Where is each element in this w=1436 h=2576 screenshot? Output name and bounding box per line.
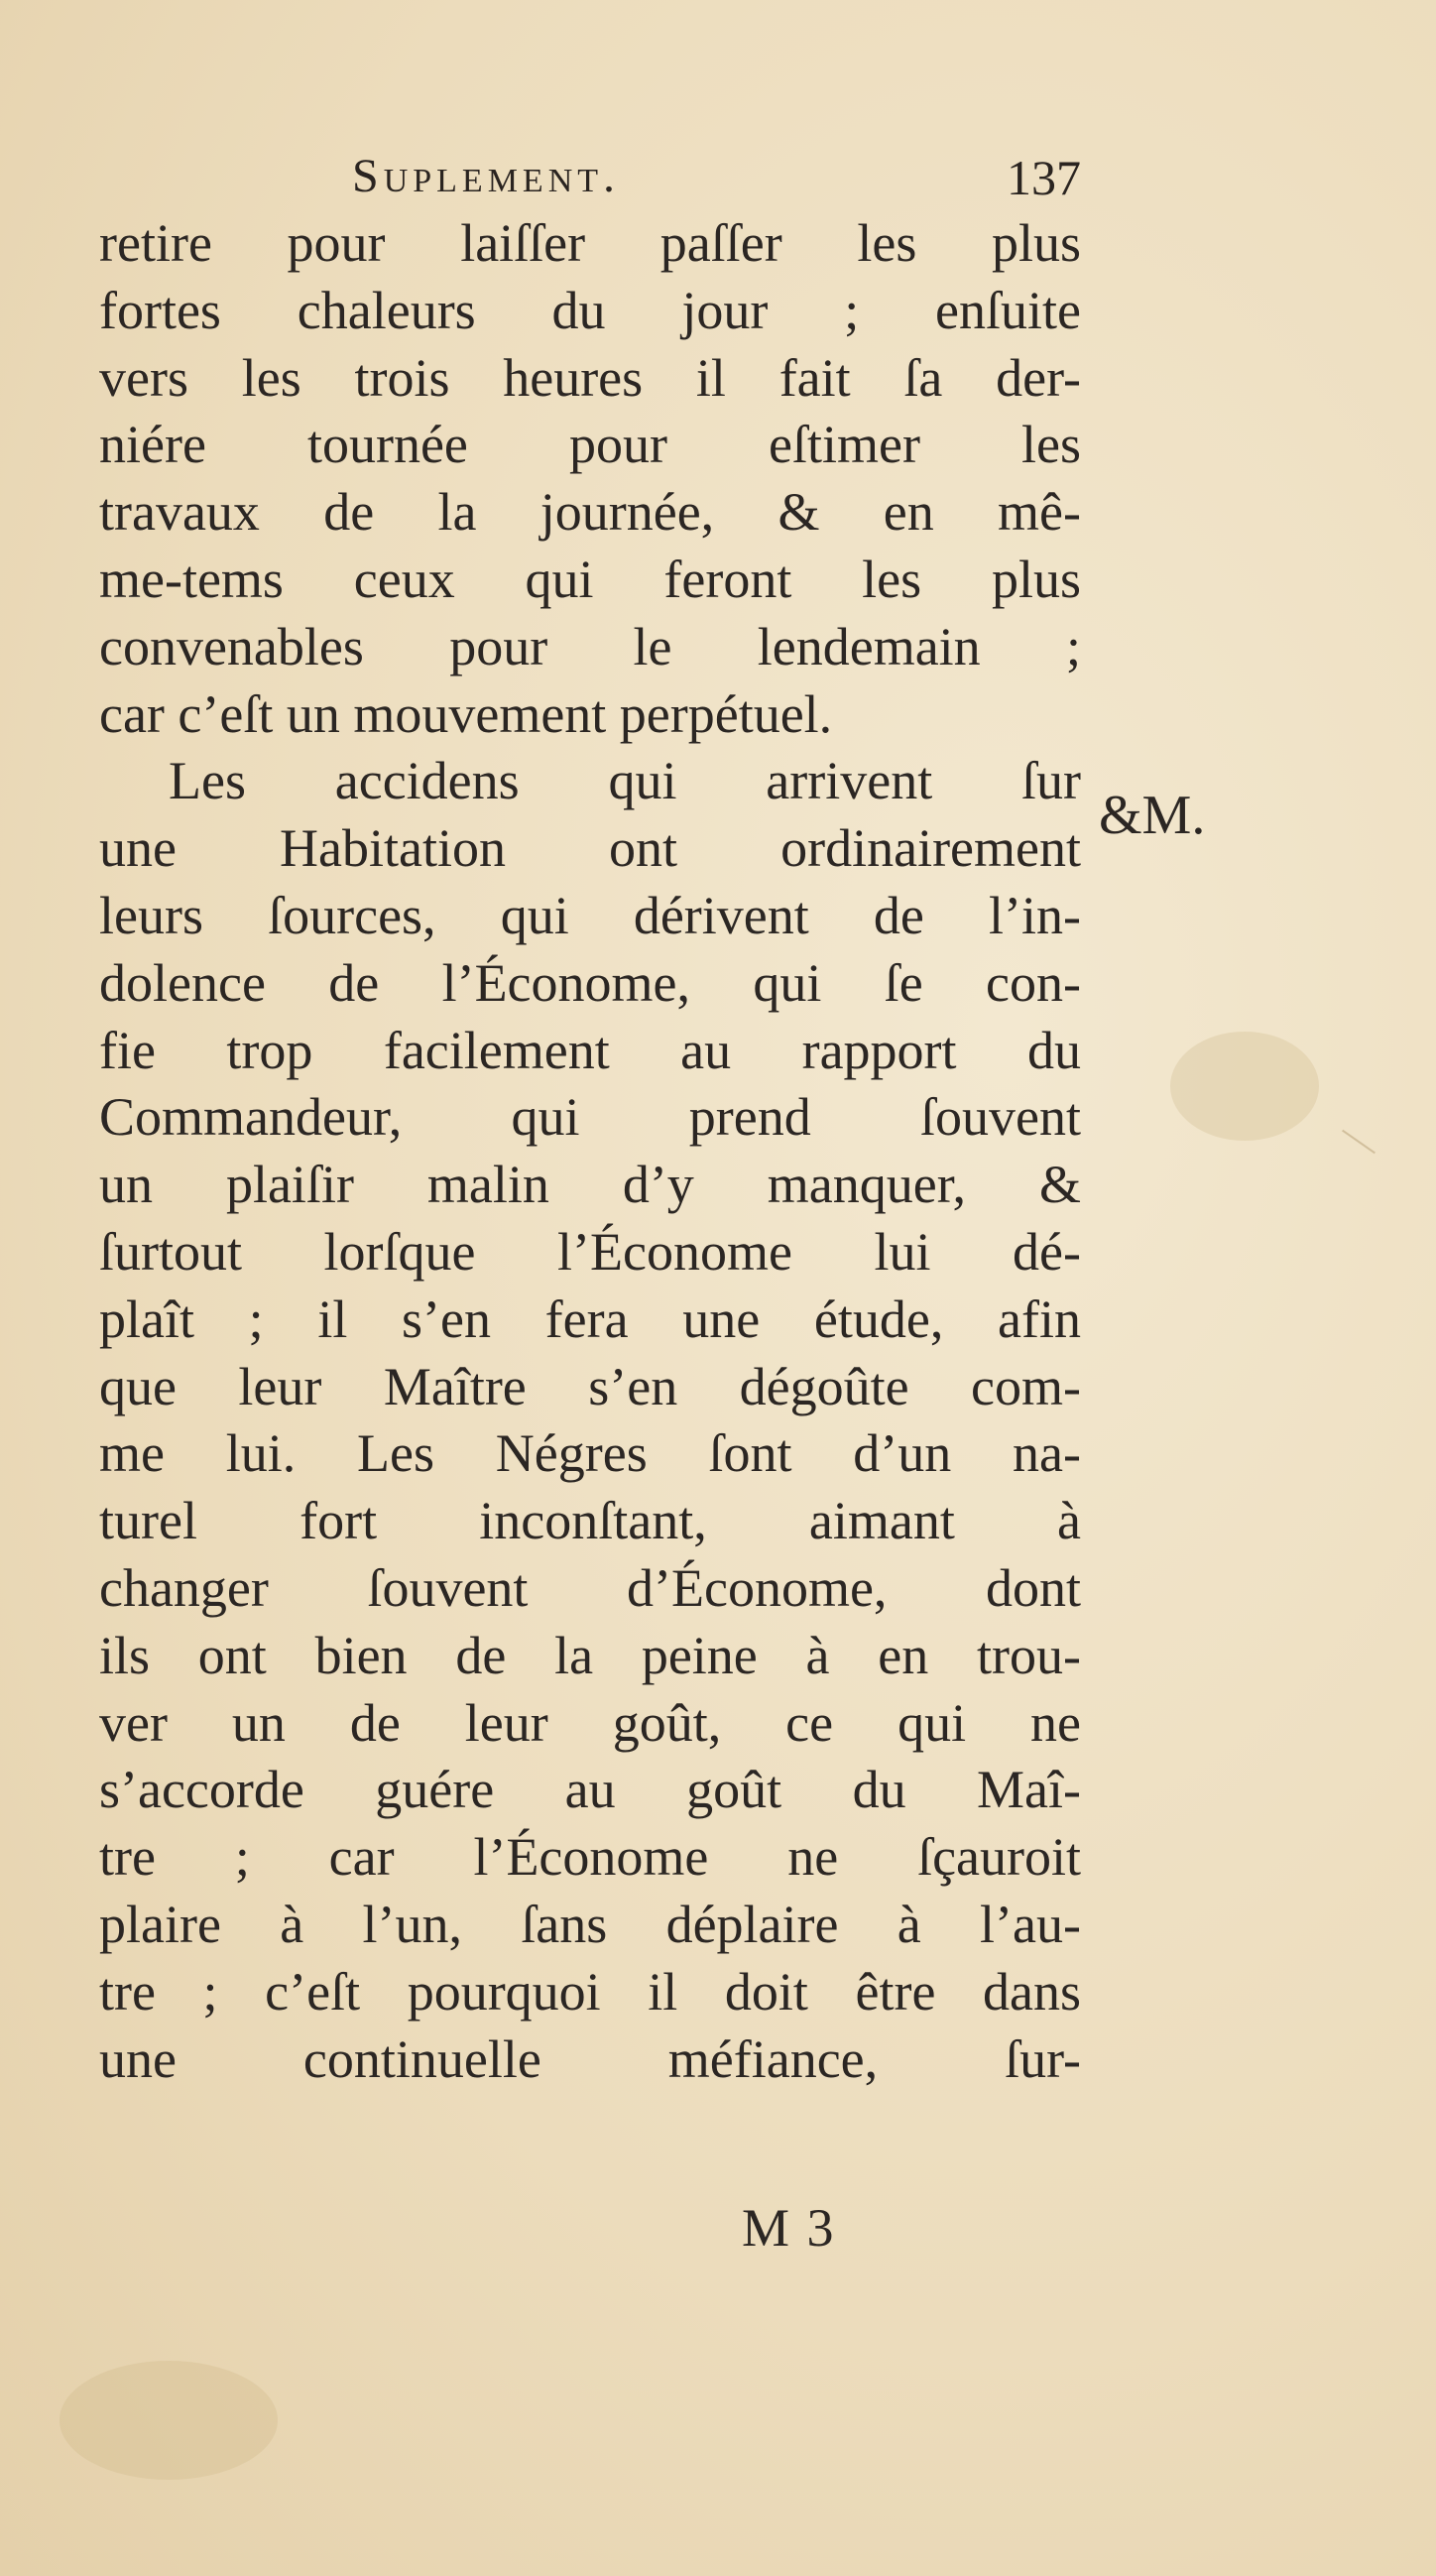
text-line: Commandeur, qui prend ſouvent	[99, 1087, 1081, 1148]
signature-mark: M 3	[742, 2198, 836, 2258]
text-line: tre ; car l’Économe ne ſçauroit	[99, 1827, 1081, 1888]
text-line: ſurtout lorſque l’Économe lui dé-	[99, 1221, 1081, 1282]
text-line: me lui. Les Négres ſont d’un na-	[99, 1423, 1081, 1484]
text-line: un plaiſir malin d’y manquer, &	[99, 1155, 1081, 1215]
body-text	[99, 210, 1081, 2093]
running-title: Suplement.	[352, 150, 621, 202]
text-line: niére tournée pour eſtimer les	[99, 415, 1081, 475]
text-line: Les accidens qui arrivent ſur	[169, 751, 1081, 811]
text-line: plaît ; il s’en fera une étude, afin	[99, 1288, 1081, 1349]
text-line: vers les trois heures il fait ſa der-	[99, 347, 1081, 408]
text-line: ver un de leur goût, ce qui ne	[99, 1692, 1081, 1753]
text-line: convenables pour le lendemain ;	[99, 616, 1081, 676]
text-line: une Habitation ont ordinairement	[99, 818, 1081, 879]
text-line: fortes chaleurs du jour ; enſuite	[99, 280, 1081, 340]
text-line: dolence de l’Économe, qui ſe con-	[99, 952, 1081, 1013]
paper-stain	[60, 2361, 278, 2480]
text-line: me-tems ceux qui feront les plus	[99, 549, 1081, 609]
text-line: turel fort inconſtant, aimant à	[99, 1491, 1081, 1551]
margin-note: &M.	[1099, 785, 1206, 846]
text-line: changer ſouvent d’Économe, dont	[99, 1557, 1081, 1618]
text-line: travaux de la journée, & en mê-	[99, 482, 1081, 543]
text-line: ils ont bien de la peine à en trou-	[99, 1625, 1081, 1685]
text-line: car c’eſt un mouvement perpétuel.	[99, 683, 833, 744]
page-header	[99, 149, 1081, 218]
text-line: leurs ſources, qui dérivent de l’in-	[99, 885, 1081, 945]
paper-crease	[1342, 1130, 1376, 1155]
text-line: fie trop facilement au rapport du	[99, 1020, 1081, 1080]
text-line: tre ; c’eſt pourquoi il doit être dans	[99, 1961, 1081, 2022]
text-line: s’accorde guére au goût du Maî-	[99, 1760, 1081, 1820]
text-line: plaire à l’un, ſans déplaire à l’au-	[99, 1894, 1081, 1954]
page-number: 137	[1007, 150, 1081, 205]
text-line: que leur Maître s’en dégoûte com-	[99, 1356, 1081, 1416]
text-line: retire pour laiſſer paſſer les plus	[99, 213, 1081, 273]
text-line: une continuelle méfiance, ſur-	[99, 2028, 1081, 2089]
paper-stain	[1170, 1032, 1319, 1141]
